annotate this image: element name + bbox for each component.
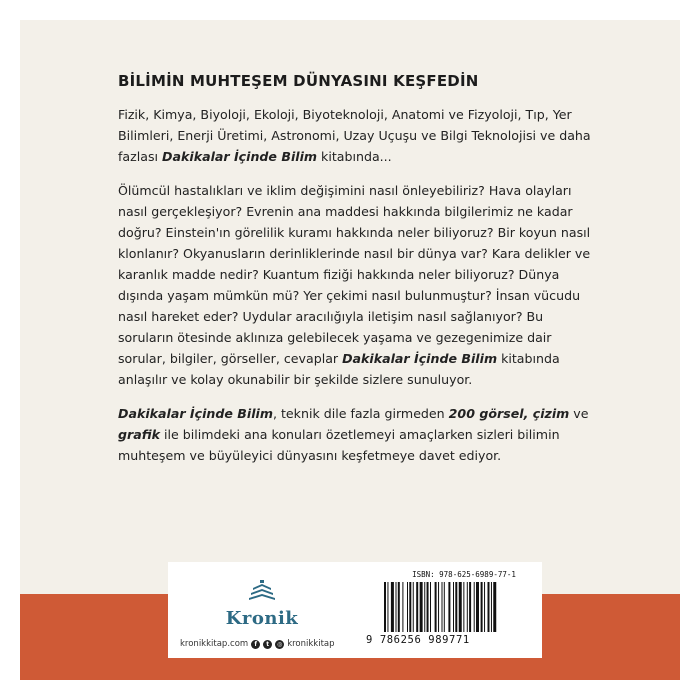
- barcode-bar: [430, 582, 431, 632]
- text-span: kitabında...: [317, 149, 392, 164]
- book-stack-logo-icon: [247, 580, 277, 602]
- publisher-url: kronikkitap.com: [180, 639, 249, 649]
- text-span: Ölümcül hastalıkları ve iklim değişimini nasıl önleyebiliriz? Hava olayları nasıl gerçekleşiyor? Evrenin ana maddesi hakkında bilgilerimiz ne kadar doğru? Einstein'ın görelilik kuramı hakkında neler biliyoruz? Bir koyun nasıl klonlanır? Okyanusların derinliklerinde nasıl bir dünya var? Kara delikler ve karanlık madde nedir? Kuantum fiziği hakkında neler biliyoruz? Dünya dışında yaşam mümkün mü? Yer çekimi nasıl bulunmuştur? İnsan vücudu nasıl hareket eder? Uydular aracılığıyla iletişim nasıl sağlanıyor? Bu soruların ötesinde aklınıza gelebilecek yaşama ve gezegenimize dair sorular, bilgiler, görseller, cevaplar: [118, 183, 591, 366]
- barcode-bar: [488, 582, 490, 632]
- publisher-name: Kronik: [225, 608, 299, 629]
- barcode-bar: [424, 582, 425, 632]
- publisher-contact: [180, 639, 356, 649]
- barcode-bar: [391, 582, 394, 632]
- barcode-bar: [402, 582, 403, 632]
- text-span: ve: [569, 406, 589, 421]
- text-span: , teknik dile fazla girmeden: [272, 406, 449, 421]
- barcode-bar: [413, 582, 414, 632]
- text-span: ile bilimdeki ana konuları özetlemeyi amaçlarken sizleri bilimin muhteşem ve büyüleyici dünyasını keşfetmeye davet ediyor.: [118, 427, 560, 463]
- book-back-cover: [20, 20, 680, 680]
- publisher-logo-block: [168, 562, 356, 658]
- book-title-emphasis: Dakikalar İçinde Bilim: [118, 406, 273, 421]
- barcode-bar: [409, 582, 411, 632]
- book-title-emphasis: Dakikalar İçinde Bilim: [342, 351, 498, 366]
- barcode-bar: [463, 582, 464, 632]
- barcode-bar: [416, 582, 418, 632]
- emphasis-text: grafik: [118, 427, 161, 442]
- barcode-bar: [407, 582, 408, 632]
- barcode-bar: [420, 582, 423, 632]
- barcode-bar: [467, 582, 468, 632]
- barcode-bar: [396, 582, 397, 632]
- cover-footer: [168, 562, 542, 658]
- barcode-bar: [491, 582, 492, 632]
- twitter-icon: t: [263, 640, 272, 649]
- barcode-bar: [455, 582, 457, 632]
- facebook-icon: f: [251, 640, 260, 649]
- barcode-bar: [474, 582, 475, 632]
- barcode-bar: [442, 582, 443, 632]
- text-span: kitabında anlaşılır ve kolay okunabilir bir şekilde sizlere sunuluyor.: [118, 351, 560, 387]
- barcode-digits: 9 786256 989771: [366, 634, 470, 646]
- blurb-paragraph-3: [118, 403, 592, 466]
- blurb-paragraph-2: [118, 180, 592, 390]
- barcode-bar: [469, 582, 471, 632]
- blurb-paragraph-1: [118, 104, 592, 167]
- barcode-bar: [484, 582, 485, 632]
- blurb-content: [118, 72, 592, 479]
- barcode-bar: [481, 582, 483, 632]
- barcode-bar: [384, 582, 386, 632]
- barcode-bar: [435, 582, 437, 632]
- emphasis-text: 200 görsel, çizim: [448, 406, 570, 421]
- text-span: Fizik, Kimya, Biyoloji, Ekoloji, Biyoteknoloji, Anatomi ve Fizyoloji, Tıp, Yer Bilimleri, Enerji Üretimi, Astronomi, Uzay Uçuşu ve Bilgi Teknolojisi ve daha fazlası: [118, 107, 591, 164]
- barcode-bar: [476, 582, 479, 632]
- barcode-bar: [453, 582, 454, 632]
- barcode-bar: [387, 582, 388, 632]
- barcode-bar: [427, 582, 429, 632]
- instagram-icon: ◎: [277, 640, 283, 648]
- publisher-handle: kronikkitap: [287, 639, 335, 649]
- barcode-bar: [398, 582, 400, 632]
- barcode-block: [366, 570, 536, 652]
- barcode-bar: [459, 582, 462, 632]
- book-title-emphasis: Dakikalar İçinde Bilim: [162, 149, 318, 164]
- barcode-bar: [448, 582, 450, 632]
- barcode-bar: [438, 582, 439, 632]
- isbn-label: ISBN: 978-625-6989-77-1: [412, 570, 516, 579]
- barcode-bar: [444, 582, 445, 632]
- barcode-bar: [493, 582, 496, 632]
- blurb-heading: BİLİMİN MUHTEŞEM DÜNYASINI KEŞFEDİN: [118, 72, 479, 90]
- barcode-bars: [384, 582, 532, 634]
